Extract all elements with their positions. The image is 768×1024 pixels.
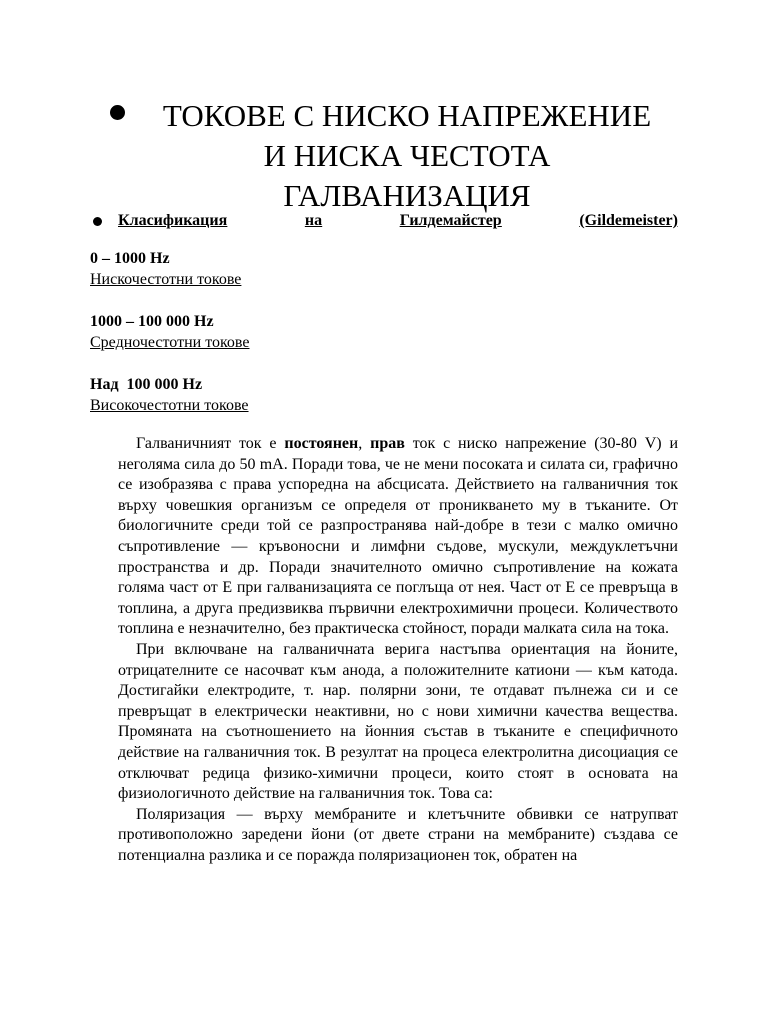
frequency-band xyxy=(90,248,241,290)
body-text xyxy=(118,434,678,866)
text-run: , xyxy=(358,435,371,452)
document-title xyxy=(90,96,678,216)
classification-word: Класификация xyxy=(118,212,228,229)
bold-term: постоянен xyxy=(284,435,359,452)
paragraph: При включване на галваничната верига настъпва ориентация на йоните, отрицателните се насочват към анода, а положителните катиони — към катода. Достигайки електродите, т. нар. полярни зони, те отдават пълнежа си и се превръщат в електрически неактивни, но с нови химични качества вещества. Промяната на съотношението на йонния състав в тъканите е специфичното действие на галваничния ток. В резултат на процеса електролитна дисоциация се отключват редица физико-химични процеси, които стоят в основата на физиологичното действие на галваничния ток. Това са: xyxy=(118,640,678,803)
classification-word: (Gildemeister) xyxy=(579,212,678,229)
title-line: ТОКОВЕ С НИСКО НАПРЕЖЕНИЕ xyxy=(162,98,652,133)
current-type: Средночестотни токове xyxy=(90,334,250,351)
frequency-range: Над 100 000 Hz xyxy=(90,376,203,393)
frequency-band xyxy=(90,311,250,353)
frequency-band xyxy=(90,374,249,416)
title-line: ГАЛВАНИЗАЦИЯ xyxy=(283,178,531,213)
bullet-icon xyxy=(93,217,102,226)
current-type: Високочестотни токове xyxy=(90,397,249,414)
classification-words xyxy=(118,212,678,230)
bullet-icon xyxy=(110,105,125,120)
bold-term: прав xyxy=(370,435,405,452)
text-run: ток с ниско напрежение (30-80 V) и неголяма сила до 50 mA. Поради това, че не мени посоката и силата си, графично се изобразява с права успоредна на абсцисата. Действието на галваничния ток върху човешкия организъм се определя от проникването му в тъканите. От биологичните среди той се разпространява най-добре в тези с малко омично съпротивление — кръвоносни и лимфни съдове, мускули, междуклетъчни пространства и др. Поради значителното омично съпротивление на кожата голяма част от Е при галванизацията се поглъща от нея. Част от Е се превръща в топлина, а друга предизвиква първични електрохимични процеси. Количеството топлина е незначително, без практическа стойност, поради малката сила на тока. xyxy=(118,435,679,638)
title-block xyxy=(90,96,678,216)
frequency-range: 1000 – 100 000 Hz xyxy=(90,313,214,330)
paragraph: Поляризация — върху мембраните и клетъчните обвивки се натрупват противоположно заредени йони (от двете страни на мембраните) създава се потенциална разлика и се поражда поляризационен ток, обратен на xyxy=(118,805,678,864)
paragraph xyxy=(118,434,678,640)
classification-word: на xyxy=(304,212,323,229)
title-line: И НИСКА ЧЕСТОТА xyxy=(263,138,551,173)
classification-heading xyxy=(90,211,678,231)
frequency-range: 0 – 1000 Hz xyxy=(90,250,170,267)
current-type: Нискочестотни токове xyxy=(90,271,242,288)
text-run: Галваничният ток е xyxy=(136,435,285,452)
classification-word: Гилдемайстер xyxy=(399,212,502,229)
